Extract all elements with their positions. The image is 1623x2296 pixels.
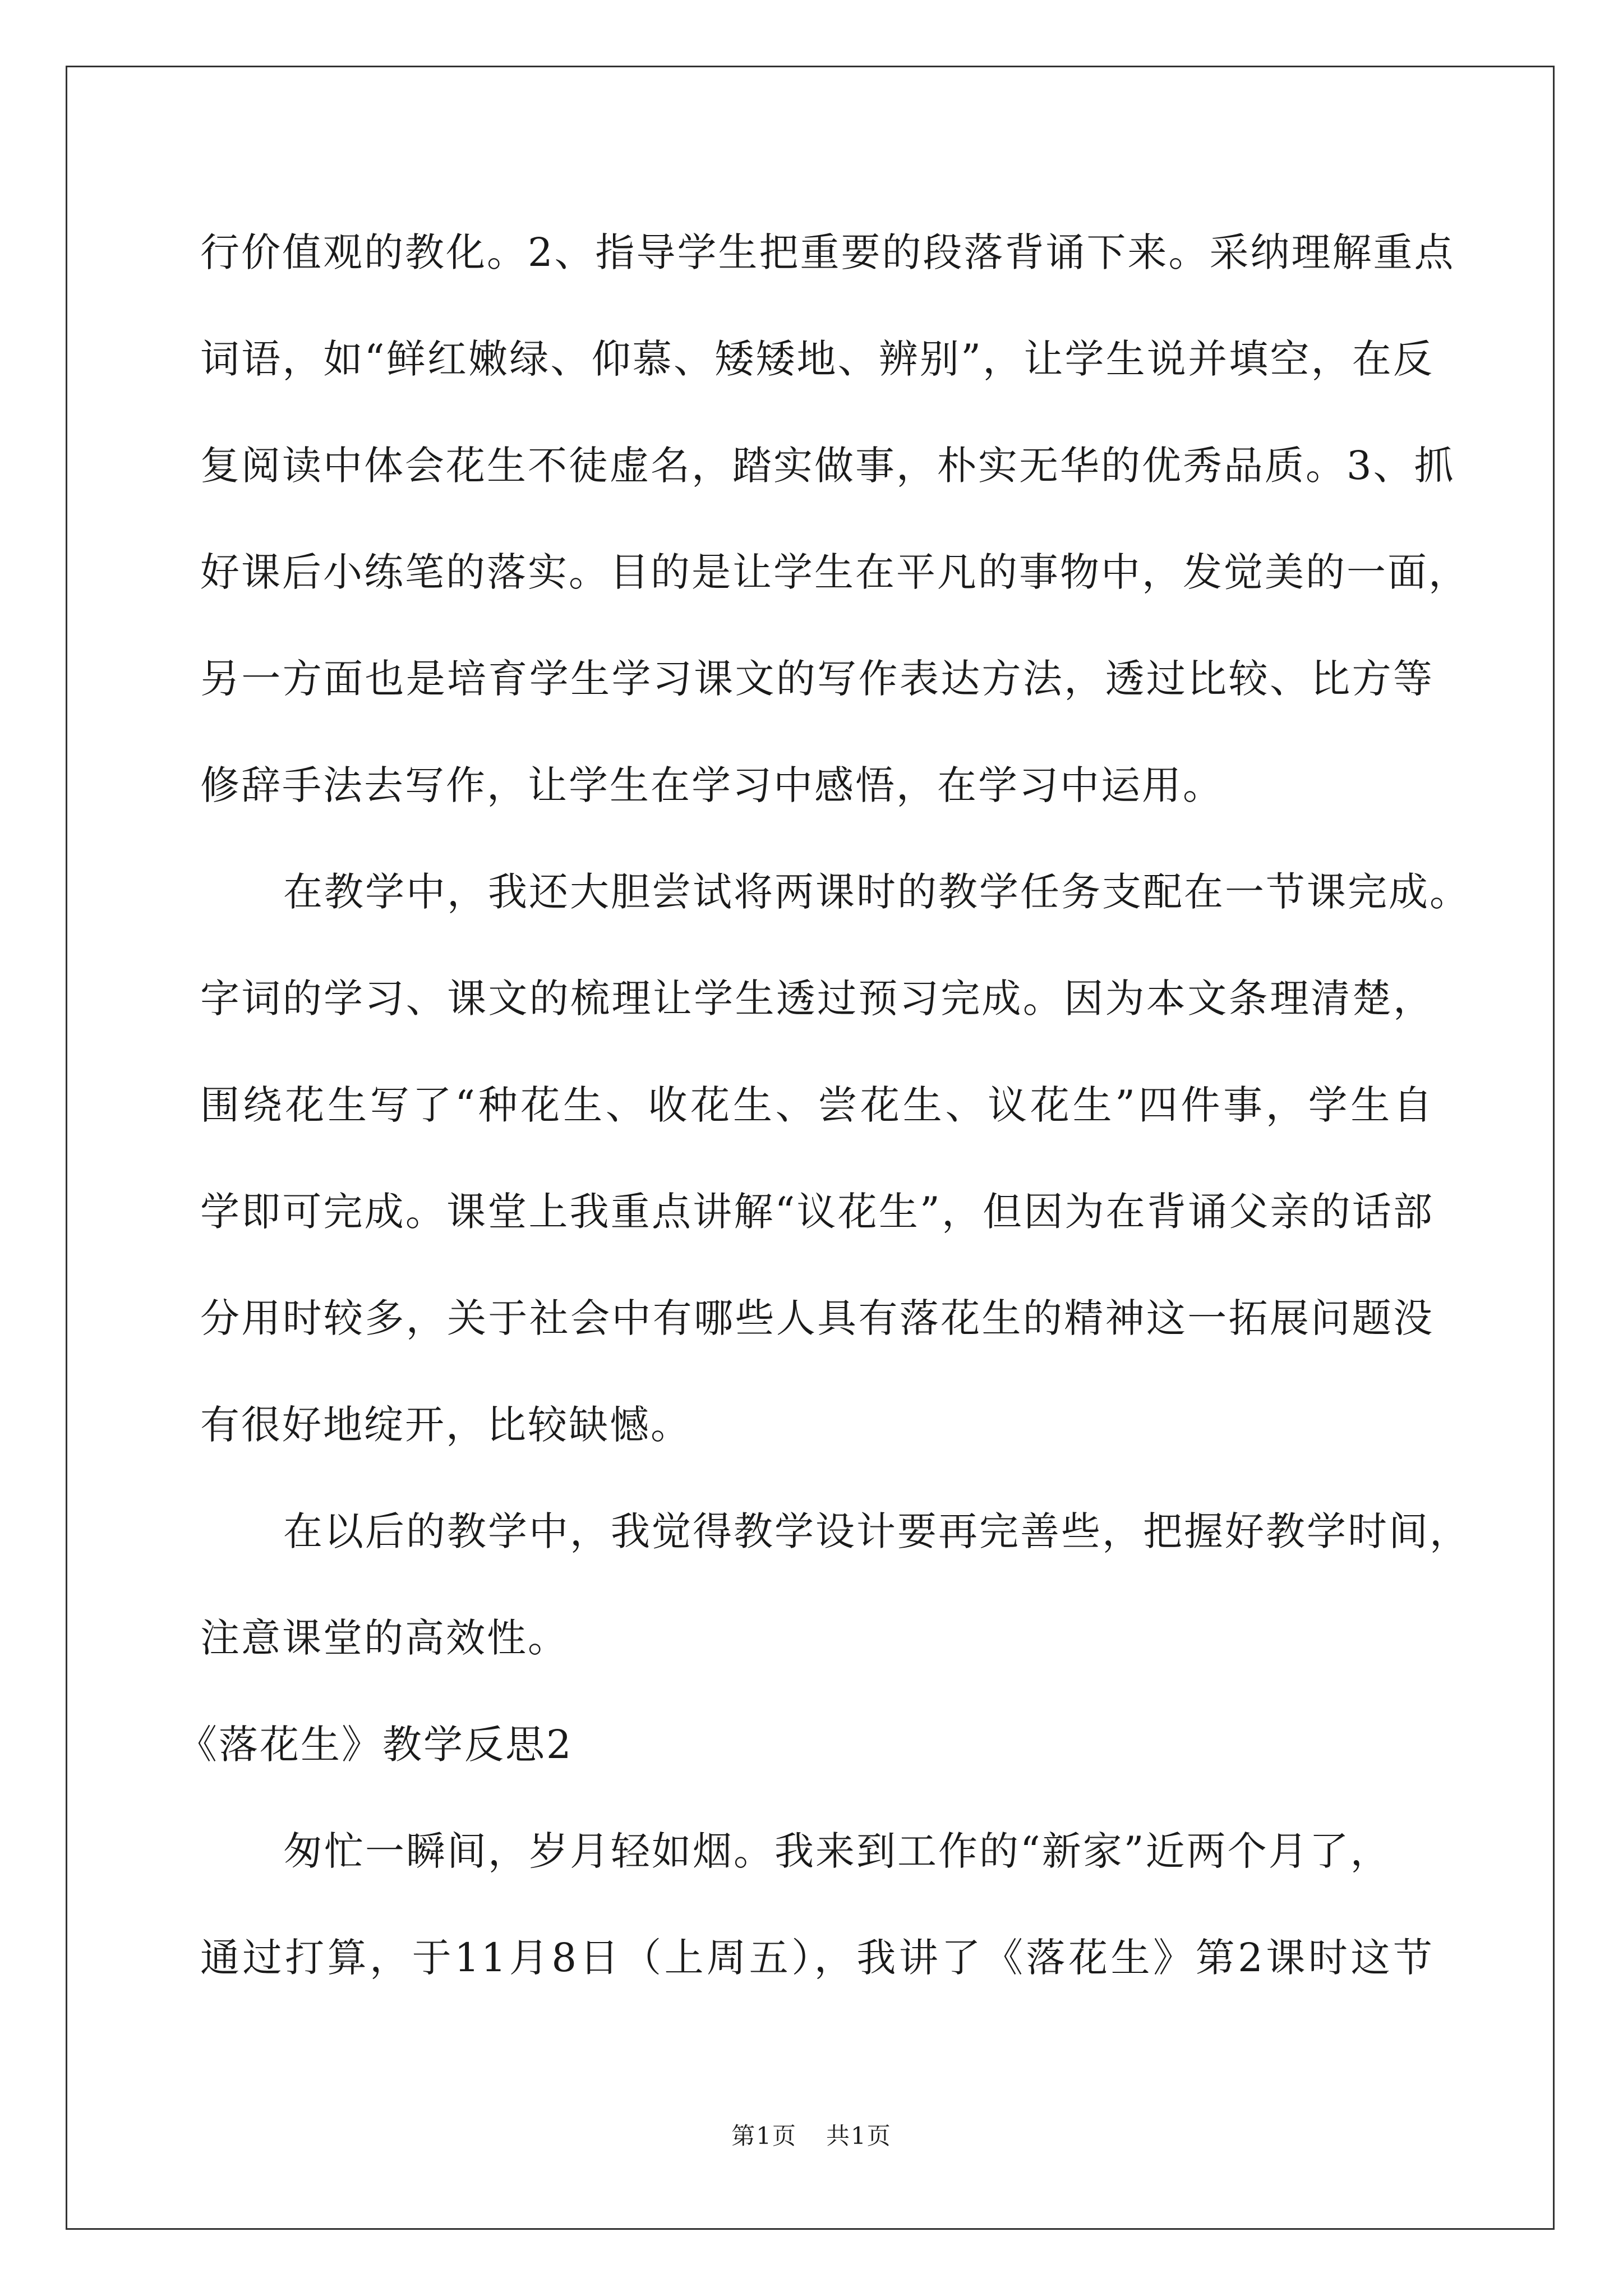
text-line-1: 行价值观的教化。2、指导学生把重要的段落背诵下来。采纳理解重点 [200, 229, 1455, 275]
text-line-8: 字词的学习、课文的梳理让学生透过预习完成。因为本文条理清楚， [200, 976, 1434, 1022]
text-line-11: 分用时较多，关于社会中有哪些人具有落花生的精神这一拓展问题没 [200, 1295, 1434, 1341]
paragraph-start-line-16: 匆忙一瞬间，岁月轻如烟。我来到工作的“新家”近两个月了， [283, 1828, 1391, 1874]
text-line-5: 另一方面也是培育学生学习课文的写作表达方法，透过比较、比方等 [200, 656, 1434, 702]
text-line-3: 复阅读中体会花生不徒虚名，踏实做事，朴实无华的优秀品质。3、抓 [200, 443, 1455, 489]
text-line-2: 词语，如“鲜红嫩绿、仰慕、矮矮地、辨别”，让学生说并填空，在反 [200, 336, 1434, 382]
document-body [178, 219, 1470, 2031]
text-line-14: 注意课堂的高效性。 [200, 1615, 569, 1661]
text-line-9: 围绕花生写了“种花生、收花生、尝花生、议花生”四件事，学生自 [200, 1082, 1434, 1128]
text-line-10: 学即可完成。课堂上我重点讲解“议花生”，但因为在背诵父亲的话部 [200, 1189, 1434, 1235]
section-heading: 《落花生》教学反思2 [178, 1722, 573, 1768]
text-line-17: 通过打算，于11月8日（上周五），我讲了《落花生》第2课时这节 [200, 1935, 1434, 1981]
text-line-12: 有很好地绽开，比较缺憾。 [200, 1402, 691, 1448]
text-line-6: 修辞手法去写作，让学生在学习中感悟，在学习中运用。 [200, 762, 1224, 808]
text-line-4: 好课后小练笔的落实。目的是让学生在平凡的事物中，发觉美的一面， [200, 549, 1469, 595]
page-footer [0, 2118, 1623, 2151]
paragraph-start-line-7: 在教学中，我还大胆尝试将两课时的教学任务支配在一节课完成。 [283, 869, 1470, 915]
page-number: 第1页 [731, 2122, 797, 2150]
page-total: 共1页 [826, 2122, 892, 2150]
paragraph-start-line-13: 在以后的教学中，我觉得教学设计要再完善些，把握好教学时间， [283, 1508, 1470, 1554]
